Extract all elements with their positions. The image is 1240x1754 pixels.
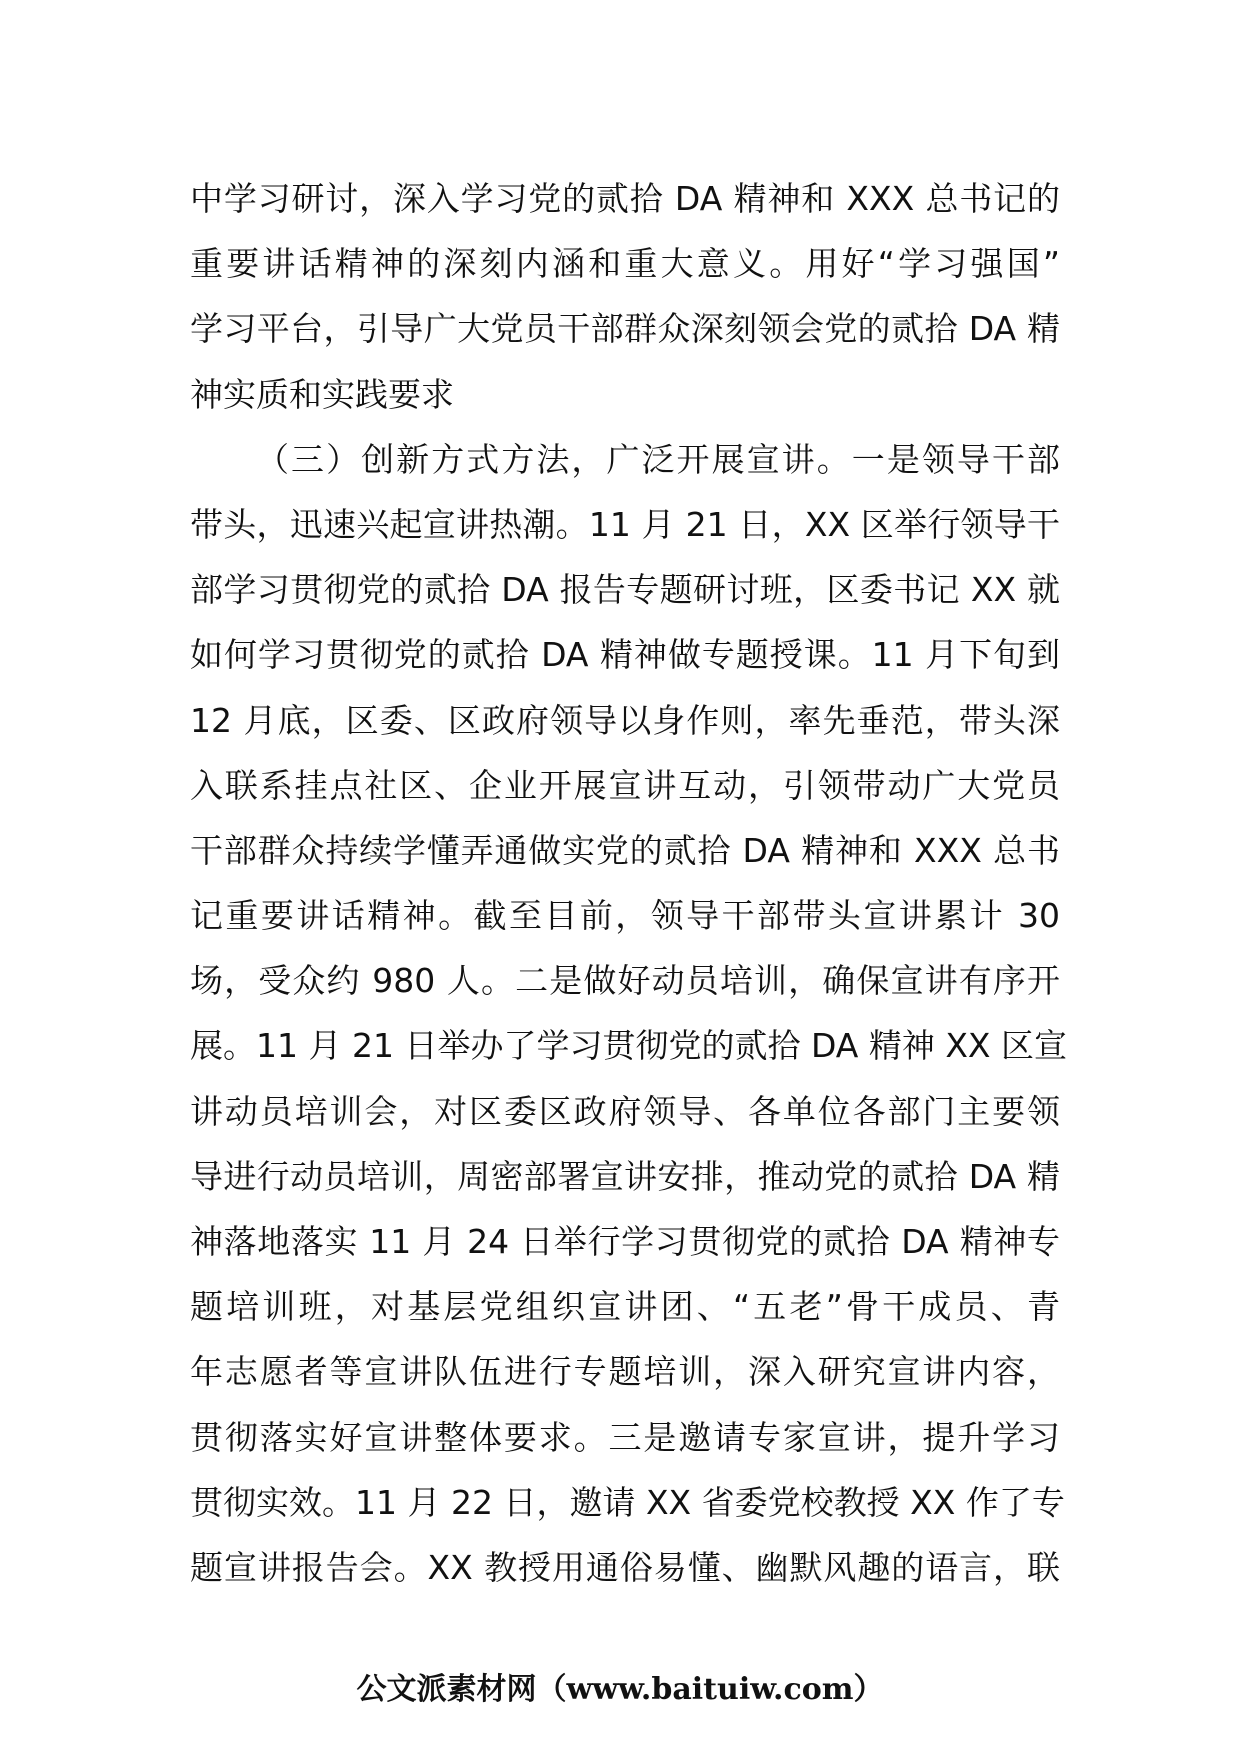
paragraph-continuation bbox=[190, 166, 1060, 427]
text-line: 贯彻实效。11 月 22 日，邀请 XX 省委党校教授 XX 作了专 bbox=[190, 1482, 1065, 1522]
text-line: 神实质和实践要求 bbox=[190, 374, 454, 414]
text-line: 贯彻落实好宣讲整体要求。三是邀请专家宣讲，提升学习 bbox=[190, 1417, 1060, 1457]
text-line: 如何学习贯彻党的贰拾 DA 精神做专题授课。11 月下旬到 bbox=[190, 635, 1060, 675]
text-line: 带头，迅速兴起宣讲热潮。11 月 21 日，XX 区举行领导干 bbox=[190, 504, 1060, 544]
text-line: 部学习贯彻党的贰拾 DA 报告专题研讨班，区委书记 XX 就 bbox=[190, 570, 1060, 610]
text-line: 中学习研讨，深入学习党的贰拾 DA 精神和 XXX 总书记的 bbox=[190, 179, 1060, 218]
document-body bbox=[190, 166, 1068, 1600]
text-line: 讲动员培训会，对区委区政府领导、各单位各部门主要领 bbox=[190, 1091, 1060, 1131]
text-line: 记重要讲话精神。截至目前，领导干部带头宣讲累计 30 bbox=[190, 896, 1060, 936]
text-line: 神落地落实 11 月 24 日举行学习贯彻党的贰拾 DA 精神专 bbox=[190, 1222, 1060, 1261]
paragraph-section-3 bbox=[190, 427, 1068, 1600]
text-line: 场，受众约 980 人。二是做好动员培训，确保宣讲有序开 bbox=[190, 961, 1060, 1001]
text-line: 年志愿者等宣讲队伍进行专题培训，深入研究宣讲内容， bbox=[190, 1352, 1060, 1392]
text-line: 题宣讲报告会。XX 教授用通俗易懂、幽默风趣的语言，联 bbox=[190, 1547, 1060, 1587]
text-line: 展。11 月 21 日举办了学习贯彻党的贰拾 DA 精神 XX 区宣 bbox=[190, 1026, 1068, 1066]
text-line: 重要讲话精神的深刻内涵和重大意义。用好“学习强国” bbox=[190, 244, 1060, 284]
text-line: 入联系挂点社区、企业开展宣讲互动，引领带动广大党员 bbox=[190, 765, 1060, 805]
text-line: 导进行动员培训，周密部署宣讲安排，推动党的贰拾 DA 精 bbox=[190, 1156, 1060, 1196]
text-line: 学习平台，引导广大党员干部群众深刻领会党的贰拾 DA 精 bbox=[190, 309, 1060, 349]
text-line: 干部群众持续学懂弄通做实党的贰拾 DA 精神和 XXX 总书 bbox=[190, 830, 1060, 870]
text-line: （三）创新方式方法，广泛开展宣讲。一是领导干部 bbox=[256, 439, 1060, 479]
text-line: 12 月底，区委、区政府领导以身作则，率先垂范，带头深 bbox=[190, 700, 1060, 740]
footer-watermark: 公文派素材网（www.baituiw.com） bbox=[356, 1672, 884, 1707]
text-line: 题培训班，对基层党组织宣讲团、“五老”骨干成员、青 bbox=[190, 1287, 1060, 1327]
